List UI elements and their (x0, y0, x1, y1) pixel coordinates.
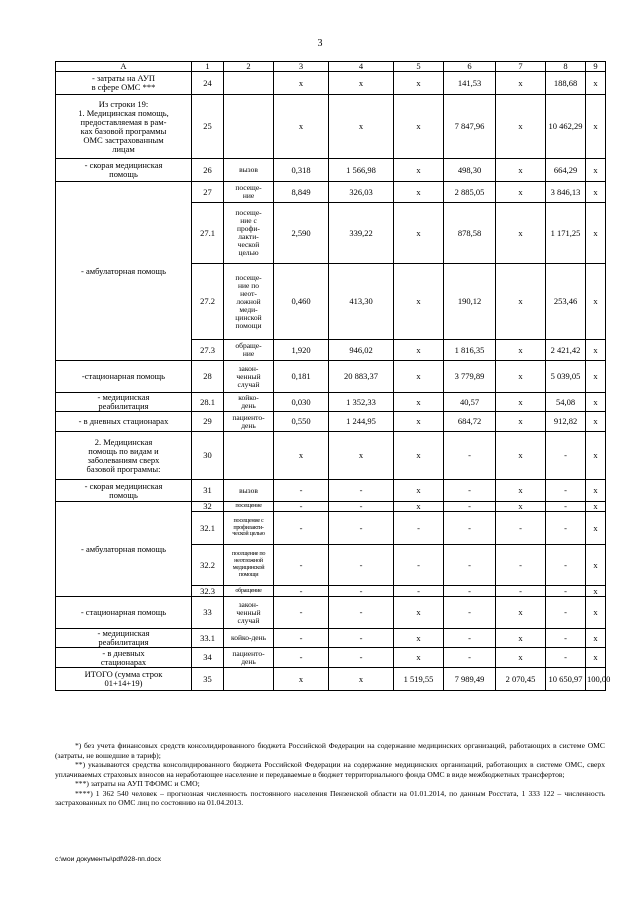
value-cell-c6: - (444, 480, 496, 502)
value-cell-c8: - (546, 545, 586, 586)
row-label: - в дневных стационарах (56, 648, 192, 668)
value-cell-c9: х (586, 393, 606, 412)
value-cell-c3: х (274, 72, 329, 95)
table-row (56, 393, 606, 412)
value-cell-c8: 664,29 (546, 159, 586, 182)
value-cell-c9: х (586, 502, 606, 512)
unit-of-measure (224, 72, 274, 95)
header-cell: 6 (444, 62, 496, 72)
value-cell-c7: х (496, 629, 546, 648)
header-cell: 2 (224, 62, 274, 72)
row-label: Из строки 19: 1. Медицинская помощь, предоставляемая в рам- ках базовой программы ОМС застрахованным лицам (56, 95, 192, 159)
value-cell-c6: 40,57 (444, 393, 496, 412)
row-label: - амбулаторная помощь (56, 502, 192, 597)
value-cell-c7: х (496, 182, 546, 203)
value-cell-c5: х (394, 412, 444, 432)
table-row (56, 95, 606, 159)
unit-of-measure (224, 432, 274, 480)
row-number: 29 (192, 412, 224, 432)
value-cell-c6: - (444, 629, 496, 648)
value-cell-c5: х (394, 629, 444, 648)
value-cell-c3: - (274, 586, 329, 597)
page-number: 3 (317, 38, 323, 49)
header-cell: 1 (192, 62, 224, 72)
value-cell-c4: - (329, 648, 394, 668)
value-cell-c6: - (444, 597, 496, 629)
value-cell-c9: х (586, 264, 606, 340)
value-cell-c4: 326,03 (329, 182, 394, 203)
table-row (56, 629, 606, 648)
value-cell-c9: х (586, 512, 606, 545)
row-number: 27.2 (192, 264, 224, 340)
table-row (56, 648, 606, 668)
table-row (56, 668, 606, 691)
unit-of-measure: посеще- ние с профи- лакти- ческой целью (224, 203, 274, 264)
row-label: - медицинская реабилитация (56, 393, 192, 412)
unit-of-measure: закон- ченный случай (224, 361, 274, 393)
value-cell-c4: 1 566,98 (329, 159, 394, 182)
value-cell-c8: 3 846,13 (546, 182, 586, 203)
header-cell: 5 (394, 62, 444, 72)
value-cell-c9: х (586, 95, 606, 159)
row-number: 27 (192, 182, 224, 203)
table-row (56, 412, 606, 432)
value-cell-c6: 498,30 (444, 159, 496, 182)
value-cell-c6: - (444, 502, 496, 512)
value-cell-c5: х (394, 340, 444, 361)
value-cell-c8: 10 462,29 (546, 95, 586, 159)
footnote-4: ****) 1 362 540 человек – прогнозная численность постоянного населения Пензенской области на 01.01.2014, по данным Росстата, 1 333 122 – численность застрахованных по ОМС лиц по состоянию на 01.04.2013. (55, 788, 605, 807)
value-cell-c9: х (586, 203, 606, 264)
value-cell-c7: х (496, 72, 546, 95)
value-cell-c5: х (394, 648, 444, 668)
value-cell-c4: - (329, 545, 394, 586)
value-cell-c5: 1 519,55 (394, 668, 444, 691)
value-cell-c4: х (329, 95, 394, 159)
value-cell-c5: - (394, 545, 444, 586)
value-cell-c5: х (394, 203, 444, 264)
value-cell-c7: х (496, 159, 546, 182)
program-cost-table (55, 61, 611, 691)
value-cell-c7: х (496, 648, 546, 668)
unit-of-measure: обраще- ние (224, 340, 274, 361)
unit-of-measure: посещение по неотложной медицинской помощи (224, 545, 274, 586)
value-cell-c4: - (329, 597, 394, 629)
value-cell-c3: - (274, 597, 329, 629)
row-label: ИТОГО (сумма строк 01+14+19) (56, 668, 192, 691)
value-cell-c4: - (329, 480, 394, 502)
value-cell-c3: х (274, 432, 329, 480)
value-cell-c8: 1 171,25 (546, 203, 586, 264)
value-cell-c8: - (546, 629, 586, 648)
value-cell-c8: - (546, 597, 586, 629)
row-number: 32.2 (192, 545, 224, 586)
value-cell-c3: - (274, 629, 329, 648)
value-cell-c9: 100,00 (586, 668, 606, 691)
value-cell-c6: 2 885,05 (444, 182, 496, 203)
value-cell-c6: 878,58 (444, 203, 496, 264)
value-cell-c3: 0,030 (274, 393, 329, 412)
row-number: 33 (192, 597, 224, 629)
value-cell-c8: 188,68 (546, 72, 586, 95)
value-cell-c9: х (586, 159, 606, 182)
row-number: 27.3 (192, 340, 224, 361)
row-number: 35 (192, 668, 224, 691)
value-cell-c8: 253,46 (546, 264, 586, 340)
table-row (56, 502, 606, 512)
value-cell-c4: 1 352,33 (329, 393, 394, 412)
row-label: - затраты на АУП в сфере ОМС *** (56, 72, 192, 95)
value-cell-c6: - (444, 545, 496, 586)
unit-of-measure: вызов (224, 159, 274, 182)
value-cell-c6: 3 779,89 (444, 361, 496, 393)
value-cell-c8: - (546, 586, 586, 597)
value-cell-c7: х (496, 340, 546, 361)
footnote-3: ***) затраты на АУП ТФОМС и СМО; (75, 779, 200, 788)
value-cell-c8: - (546, 480, 586, 502)
header-cell: 8 (546, 62, 586, 72)
value-cell-c4: - (329, 586, 394, 597)
table-row (56, 361, 606, 393)
value-cell-c7: х (496, 264, 546, 340)
unit-of-measure: пациенто- день (224, 648, 274, 668)
unit-of-measure: посеще- ние (224, 182, 274, 203)
table-row (56, 182, 606, 203)
file-path-footer: c:\мои документы\pdf\928-пп.docx (55, 856, 162, 863)
value-cell-c5: х (394, 502, 444, 512)
footnote-2: **) указываются средства консолидированного бюджета Российской Федерации на содержание медицинских организаций, работающих в системе ОМС, сверх уплачиваемых страховых взносов на неработающее население и передаваемые в бюджет территориального фонда ОМС в виде межбюджетных трансфертов; (55, 760, 605, 779)
value-cell-c6: - (444, 648, 496, 668)
footnotes (55, 741, 605, 808)
value-cell-c8: 2 421,42 (546, 340, 586, 361)
row-number: 28.1 (192, 393, 224, 412)
value-cell-c8: 10 650,97 (546, 668, 586, 691)
value-cell-c9: х (586, 432, 606, 480)
unit-of-measure: обращение (224, 586, 274, 597)
value-cell-c5: х (394, 159, 444, 182)
unit-of-measure: посещение (224, 502, 274, 512)
value-cell-c7: х (496, 95, 546, 159)
value-cell-c8: 912,82 (546, 412, 586, 432)
value-cell-c8: 5 039,05 (546, 361, 586, 393)
value-cell-c6: 7 989,49 (444, 668, 496, 691)
value-cell-c3: 0,550 (274, 412, 329, 432)
unit-of-measure: койко-день (224, 629, 274, 648)
value-cell-c7: х (496, 412, 546, 432)
value-cell-c6: - (444, 432, 496, 480)
row-number: 27.1 (192, 203, 224, 264)
value-cell-c9: х (586, 412, 606, 432)
value-cell-c9: х (586, 340, 606, 361)
row-number: 32.1 (192, 512, 224, 545)
value-cell-c4: 20 883,37 (329, 361, 394, 393)
row-number: 30 (192, 432, 224, 480)
value-cell-c7: х (496, 502, 546, 512)
value-cell-c7: - (496, 545, 546, 586)
row-number: 26 (192, 159, 224, 182)
value-cell-c9: х (586, 480, 606, 502)
header-cell: 4 (329, 62, 394, 72)
row-number: 24 (192, 72, 224, 95)
value-cell-c3: 1,920 (274, 340, 329, 361)
value-cell-c3: 2,590 (274, 203, 329, 264)
value-cell-c3: 0,181 (274, 361, 329, 393)
value-cell-c9: х (586, 586, 606, 597)
header-cell: A (56, 62, 192, 72)
value-cell-c3: 0,318 (274, 159, 329, 182)
value-cell-c7: х (496, 480, 546, 502)
unit-of-measure: закон- ченный случай (224, 597, 274, 629)
table-row (56, 432, 606, 480)
row-number: 32.3 (192, 586, 224, 597)
value-cell-c4: 946,02 (329, 340, 394, 361)
value-cell-c7: 2 070,45 (496, 668, 546, 691)
table-row (56, 72, 606, 95)
row-number: 28 (192, 361, 224, 393)
value-cell-c8: - (546, 432, 586, 480)
row-number: 34 (192, 648, 224, 668)
unit-of-measure: посещение с профилакти- ческой целью (224, 512, 274, 545)
value-cell-c5: х (394, 432, 444, 480)
value-cell-c3: 8,849 (274, 182, 329, 203)
table-header-row (56, 62, 606, 72)
row-number: 32 (192, 502, 224, 512)
value-cell-c9: х (586, 361, 606, 393)
value-cell-c7: - (496, 512, 546, 545)
value-cell-c9: х (586, 629, 606, 648)
value-cell-c6: - (444, 586, 496, 597)
value-cell-c9: х (586, 597, 606, 629)
header-cell: 3 (274, 62, 329, 72)
row-number: 33.1 (192, 629, 224, 648)
value-cell-c7: х (496, 393, 546, 412)
value-cell-c7: х (496, 203, 546, 264)
table-row (56, 159, 606, 182)
value-cell-c3: - (274, 480, 329, 502)
value-cell-c5: х (394, 182, 444, 203)
value-cell-c7: х (496, 432, 546, 480)
value-cell-c7: - (496, 586, 546, 597)
value-cell-c8: 54,08 (546, 393, 586, 412)
value-cell-c6: 141,53 (444, 72, 496, 95)
value-cell-c9: х (586, 182, 606, 203)
value-cell-c7: х (496, 597, 546, 629)
row-label: - в дневных стационарах (56, 412, 192, 432)
unit-of-measure (224, 668, 274, 691)
row-label: - медицинская реабилитация (56, 629, 192, 648)
value-cell-c4: - (329, 512, 394, 545)
value-cell-c9: х (586, 648, 606, 668)
header-cell: 7 (496, 62, 546, 72)
value-cell-c3: - (274, 502, 329, 512)
footnote-1: *) без учета финансовых средств консолидированного бюджета Российской Федерации на содержание медицинских организаций, работающих в системе ОМС (затраты, не вошедшие в тариф); (55, 741, 605, 760)
table-row (56, 597, 606, 629)
value-cell-c5: х (394, 480, 444, 502)
value-cell-c4: - (329, 629, 394, 648)
value-cell-c6: 1 816,35 (444, 340, 496, 361)
value-cell-c4: 1 244,95 (329, 412, 394, 432)
value-cell-c8: - (546, 648, 586, 668)
unit-of-measure: посеще- ние по неот- ложной меди- цинской помощи (224, 264, 274, 340)
value-cell-c4: х (329, 432, 394, 480)
value-cell-c4: х (329, 72, 394, 95)
value-cell-c4: - (329, 502, 394, 512)
value-cell-c6: 7 847,96 (444, 95, 496, 159)
value-cell-c8: - (546, 502, 586, 512)
value-cell-c5: х (394, 361, 444, 393)
unit-of-measure (224, 95, 274, 159)
value-cell-c5: х (394, 95, 444, 159)
row-label: - скорая медицинская помощь (56, 159, 192, 182)
value-cell-c6: 190,12 (444, 264, 496, 340)
unit-of-measure: койко- день (224, 393, 274, 412)
row-label: -стационарная помощь (56, 361, 192, 393)
table-row (56, 480, 606, 502)
row-label: 2. Медицинская помощь по видам и заболеваниям сверх базовой программы: (56, 432, 192, 480)
value-cell-c6: - (444, 512, 496, 545)
row-number: 31 (192, 480, 224, 502)
value-cell-c5: х (394, 597, 444, 629)
unit-of-measure: пациенто- день (224, 412, 274, 432)
value-cell-c7: х (496, 361, 546, 393)
value-cell-c5: - (394, 512, 444, 545)
unit-of-measure: вызов (224, 480, 274, 502)
row-number: 25 (192, 95, 224, 159)
value-cell-c5: - (394, 586, 444, 597)
value-cell-c5: х (394, 264, 444, 340)
value-cell-c9: х (586, 545, 606, 586)
value-cell-c5: х (394, 393, 444, 412)
row-label: - амбулаторная помощь (56, 182, 192, 361)
value-cell-c8: - (546, 512, 586, 545)
value-cell-c3: х (274, 95, 329, 159)
value-cell-c9: х (586, 72, 606, 95)
value-cell-c4: 339,22 (329, 203, 394, 264)
value-cell-c3: - (274, 648, 329, 668)
row-label: - стационарная помощь (56, 597, 192, 629)
value-cell-c6: 684,72 (444, 412, 496, 432)
header-cell: 9 (586, 62, 606, 72)
value-cell-c4: 413,30 (329, 264, 394, 340)
value-cell-c3: х (274, 668, 329, 691)
row-label: - скорая медицинская помощь (56, 480, 192, 502)
value-cell-c5: х (394, 72, 444, 95)
value-cell-c3: - (274, 545, 329, 586)
value-cell-c3: 0,460 (274, 264, 329, 340)
value-cell-c4: х (329, 668, 394, 691)
value-cell-c3: - (274, 512, 329, 545)
